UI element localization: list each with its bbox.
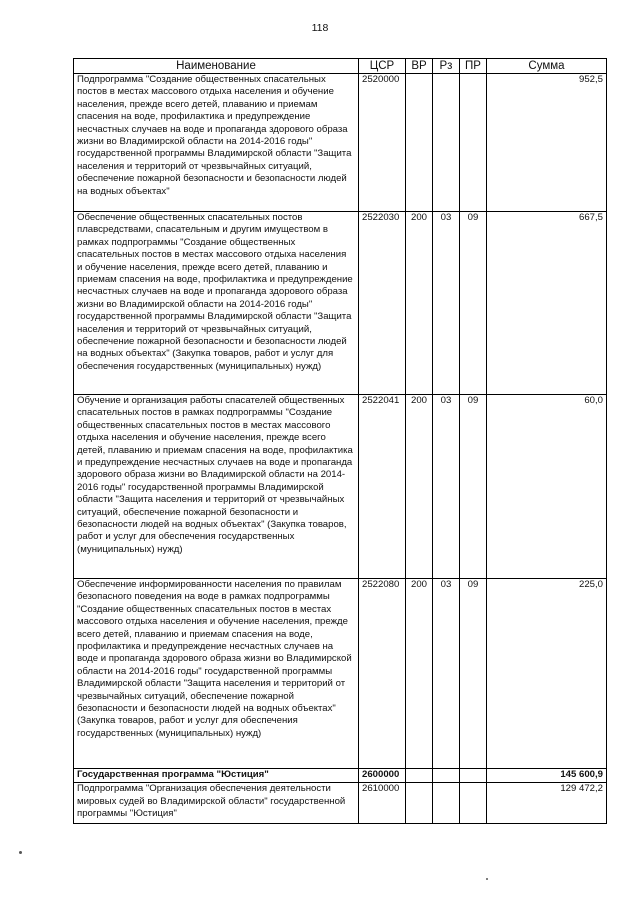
row-csr: 2522030 xyxy=(359,212,406,395)
table-row xyxy=(74,74,607,212)
row-pr xyxy=(460,769,487,783)
row-name: Государственная программа "Юстиция" xyxy=(74,769,359,783)
row-csr: 2522080 xyxy=(359,579,406,769)
row-csr: 2522041 xyxy=(359,395,406,579)
row-sum: 145 600,9 xyxy=(487,769,607,783)
header-csr: ЦСР xyxy=(359,59,406,74)
row-rz: 03 xyxy=(433,579,460,769)
row-sum: 667,5 xyxy=(487,212,607,395)
table-row xyxy=(74,579,607,769)
header-name: Наименование xyxy=(74,59,359,74)
row-sum: 952,5 xyxy=(487,74,607,212)
row-sum: 129 472,2 xyxy=(487,783,607,824)
row-vr: 200 xyxy=(406,579,433,769)
budget-table xyxy=(73,58,607,824)
row-name: Подпрограмма "Создание общественных спасательных постов в местах массового отдыха населения и обучение населения, прежде всего детей, плаванию и приемам спасения на воде, профилактика и предупреждение несчастных случаев на воде и пропаганда здорового образа жизни во Владимирской области на 2014-2016 годы" государственной программы Владимирской области "Защита населения и территорий от чрезвычайных ситуаций, обеспечение пожарной безопасности и безопасности людей на водных объектах" xyxy=(74,74,359,212)
row-rz xyxy=(433,74,460,212)
row-name: Обеспечение информированности населения по правилам безопасного поведения на воде в рамках подпрограммы "Создание общественных спасательных постов в местах массового отдыха населения и обучение населения, прежде всего детей, плаванию и приемам спасения на воде, профилактика и предупреждение несчастных случаев на воде и пропаганда здорового образа жизни во Владимирской области на 2014-2016 годы" государственной программы Владимирской области "Защита населения и территорий от чрезвычайных ситуаций, обеспечение пожарной безопасности и безопасности людей на водных объектах" (Закупка товаров, работ и услуг для обеспечения государственных (муниципальных) нужд) xyxy=(74,579,359,769)
scan-speck xyxy=(19,851,22,854)
table-row xyxy=(74,783,607,824)
row-vr xyxy=(406,769,433,783)
header-pr: ПР xyxy=(460,59,487,74)
row-name: Подпрограмма "Организация обеспечения деятельности мировых судей во Владимирской области" государственной программы "Юстиция" xyxy=(74,783,359,824)
row-pr: 09 xyxy=(460,395,487,579)
header-row xyxy=(74,59,607,74)
row-pr: 09 xyxy=(460,579,487,769)
row-rz xyxy=(433,783,460,824)
row-pr xyxy=(460,74,487,212)
row-sum: 225,0 xyxy=(487,579,607,769)
row-name: Обучение и организация работы спасателей общественных спасательных постов в рамках подпрограммы "Создание общественных спасательных постов в местах массового отдыха населения и обучение населения, прежде всего детей, плаванию и приемам спасения на воде, профилактика и предупреждение несчастных случаев на воде и пропаганда здорового образа жизни во Владимирской области на 2014-2016 годы" государственной программы Владимирской области "Защита населения и территорий от чрезвычайных ситуаций, обеспечение пожарной безопасности и безопасности людей на водных объектах" (Закупка товаров, работ и услуг для обеспечения государственных (муниципальных) нужд) xyxy=(74,395,359,579)
row-pr: 09 xyxy=(460,212,487,395)
header-sum: Сумма xyxy=(487,59,607,74)
row-pr xyxy=(460,783,487,824)
row-name: Обеспечение общественных спасательных постов плавсредствами, спасательным и другим имуществом в рамках подпрограммы "Создание общественных спасательных постов в местах массового отдыха населения и обучение населения, прежде всего детей, плаванию и приемам спасения на воде, профилактика и предупреждение несчастных случаев на воде и пропаганда здорового образа жизни во Владимирской области на 2014-2016 годы" государственной программы Владимирской области "Защита населения и территорий от чрезвычайных ситуаций, обеспечение пожарной безопасности и безопасности людей на водных объектах" (Закупка товаров, работ и услуг для обеспечения государственных (муниципальных) нужд) xyxy=(74,212,359,395)
row-csr: 2520000 xyxy=(359,74,406,212)
row-csr: 2610000 xyxy=(359,783,406,824)
scan-speck xyxy=(486,878,488,880)
page-number: 118 xyxy=(311,22,329,34)
row-sum: 60,0 xyxy=(487,395,607,579)
row-rz: 03 xyxy=(433,395,460,579)
header-vr: ВР xyxy=(406,59,433,74)
table-row xyxy=(74,212,607,395)
table-row xyxy=(74,769,607,783)
row-csr: 2600000 xyxy=(359,769,406,783)
table-row xyxy=(74,395,607,579)
row-vr xyxy=(406,74,433,212)
row-rz: 03 xyxy=(433,212,460,395)
row-vr: 200 xyxy=(406,212,433,395)
header-rz: Рз xyxy=(433,59,460,74)
row-vr xyxy=(406,783,433,824)
row-vr: 200 xyxy=(406,395,433,579)
row-rz xyxy=(433,769,460,783)
